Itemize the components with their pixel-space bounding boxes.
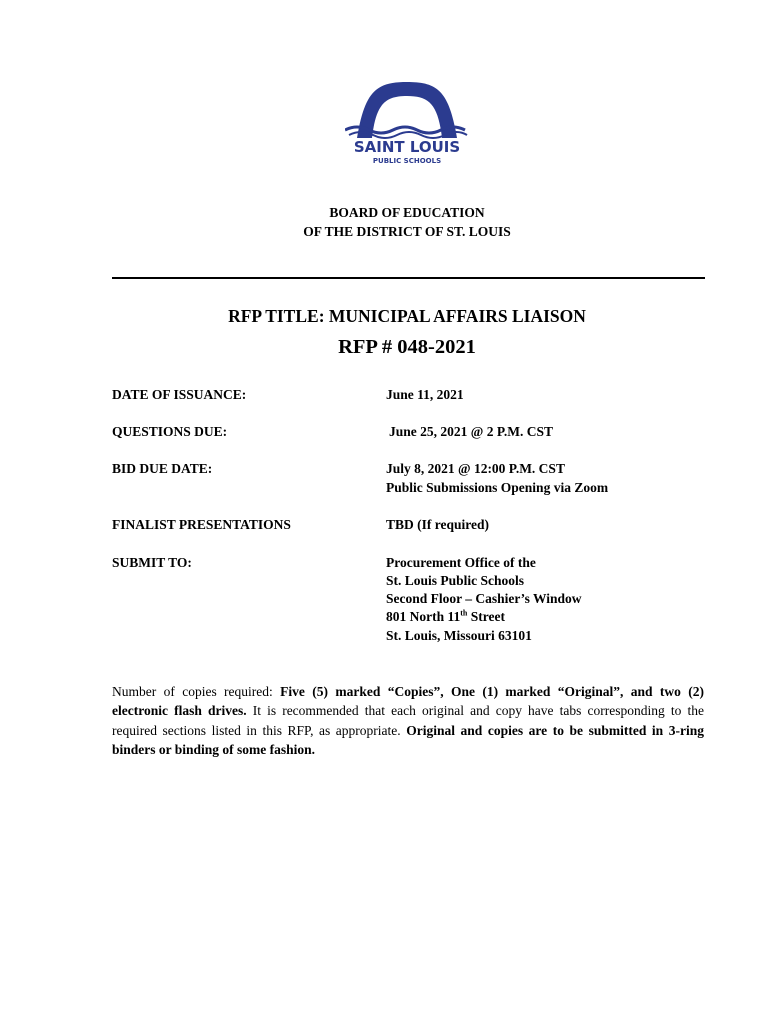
saint-louis-public-schools-logo <box>345 80 470 168</box>
board-heading-line-1: BOARD OF EDUCATION <box>329 205 485 220</box>
street-number: 801 North 11 <box>386 609 461 624</box>
questions-due-label: QUESTIONS DUE: <box>112 424 228 439</box>
bid-due-value-line-2: Public Submissions Opening via Zoom <box>386 480 609 495</box>
questions-due-value: June 25, 2021 @ 2 P.M. CST <box>389 424 553 439</box>
notes-copies-requirement: Five (5) marked “Copies”, One (1) marked “Original”, and two (2) electronic flash drives. <box>112 684 704 719</box>
gateway-arch-logo-graphic <box>345 80 470 168</box>
finalist-presentations-label: FINALIST PRESENTATIONS <box>112 517 291 532</box>
submit-address-line-1: Procurement Office of the <box>386 555 536 570</box>
bid-due-value-line-1: July 8, 2021 @ 12:00 P.M. CST <box>386 461 565 476</box>
logo-text-saint-louis: SAINT LOUIS <box>353 138 461 156</box>
copies-required-paragraph <box>112 682 704 759</box>
issuance-value: June 11, 2021 <box>386 387 464 402</box>
board-heading-line-2: OF THE DISTRICT OF ST. LOUIS <box>303 224 511 239</box>
bid-due-label: BID DUE DATE: <box>112 461 213 476</box>
notes-intro: Number of copies required: <box>112 684 281 699</box>
ordinal-suffix: th <box>460 608 468 618</box>
rfp-title: RFP TITLE: MUNICIPAL AFFAIRS LIAISON <box>228 306 586 326</box>
issuance-label: DATE OF ISSUANCE: <box>112 387 247 402</box>
street-suffix: Street <box>467 609 505 624</box>
logo-text-public-schools: PUBLIC SCHOOLS <box>372 157 442 165</box>
notes-tabs-recommendation: It is recommended that each original and copy have tabs corresponding to the required sections listed in this RFP, as appropriate. <box>112 703 704 738</box>
submit-address-line-4 <box>386 608 505 627</box>
submit-address-line-3: Second Floor – Cashier’s Window <box>386 591 582 606</box>
horizontal-divider <box>112 277 705 279</box>
submit-address-line-5: St. Louis, Missouri 63101 <box>386 628 532 643</box>
submit-address-line-2: St. Louis Public Schools <box>386 573 525 588</box>
submit-to-label: SUBMIT TO: <box>112 555 192 570</box>
rfp-number: RFP # 048-2021 <box>338 336 476 358</box>
notes-binding-requirement: Original and copies are to be submitted in 3-ring binders or binding of some fashion. <box>112 722 704 757</box>
finalist-presentations-value: TBD (If required) <box>386 517 490 532</box>
